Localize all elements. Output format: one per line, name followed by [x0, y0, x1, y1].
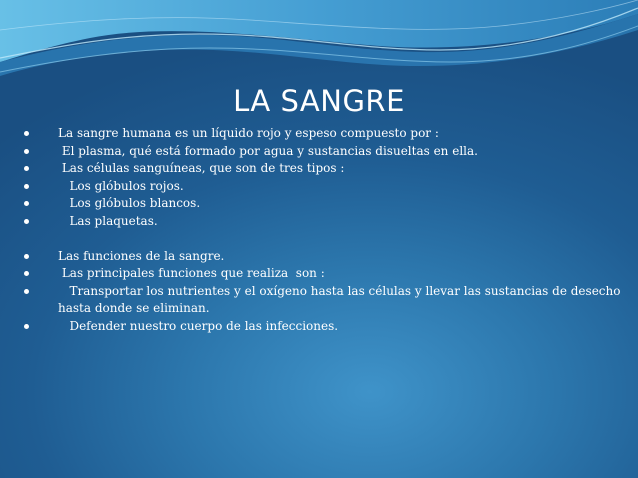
bullet-list [22, 125, 625, 335]
bullet-text: Transportar los nutrientes y el oxígeno hasta las células y llevar las sustancias de desecho hasta donde se eliminan. [58, 283, 625, 315]
bullet-item [22, 248, 622, 266]
bullet-dot-icon [24, 271, 29, 276]
bullet-item [22, 178, 622, 196]
bullet-dot-icon [24, 219, 29, 224]
bullet-item [22, 143, 622, 161]
bullet-dot-icon [24, 184, 29, 189]
bullet-item [22, 265, 622, 283]
bullet-text: La sangre humana es un líquido rojo y espeso compuesto por : [58, 126, 439, 140]
slide-title: LA SANGRE [233, 84, 405, 118]
bullet-dot-icon [24, 254, 29, 259]
bullet-item [22, 195, 622, 213]
bullet-text: Las plaquetas. [58, 213, 158, 228]
bullet-dot-icon [24, 201, 29, 206]
bullet-dot-icon [24, 149, 29, 154]
bullet-dot-icon [24, 166, 29, 171]
bullet-item [22, 160, 622, 178]
bullet-text: Los glóbulos rojos. [58, 178, 184, 193]
bullet-text: El plasma, qué está formado por agua y sustancias disueltas en ella. [58, 143, 478, 158]
bullet-text: Defender nuestro cuerpo de las infecciones. [58, 318, 339, 333]
bullet-item [22, 125, 622, 143]
bullet-text: Las funciones de la sangre. [58, 248, 225, 263]
bullet-text: Las principales funciones que realiza son : [58, 266, 325, 280]
bullet-item [22, 283, 625, 318]
bullet-item [22, 318, 622, 336]
bullet-dot-icon [24, 131, 29, 136]
bullet-text: Los glóbulos blancos. [58, 196, 201, 210]
bullet-dot-icon [24, 289, 29, 294]
bullet-text: Las células sanguíneas, que son de tres tipos : [58, 161, 345, 175]
bullet-item [22, 213, 622, 231]
bullet-dot-icon [24, 324, 29, 329]
